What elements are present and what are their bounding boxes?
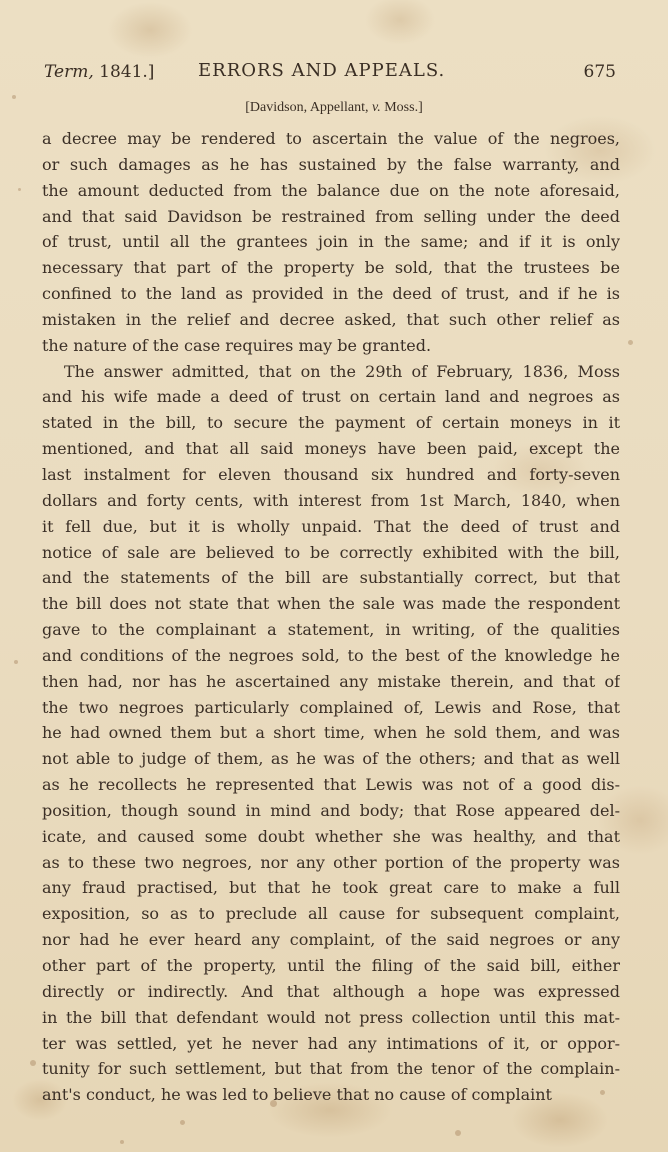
running-header bbox=[44, 60, 618, 86]
text-line: the two negroes particularly complained of, Lewis and Rose, that bbox=[42, 697, 620, 717]
text-line: ant's conduct, he was led to believe that no cause of complaint bbox=[42, 1085, 552, 1105]
text-line: exposition, so as to preclude all cause for subsequent complaint, bbox=[42, 904, 620, 924]
text-line: the bill does not state that when the sale was made the respondent bbox=[42, 594, 620, 614]
header-term-label: Term, bbox=[44, 62, 94, 82]
text-line: and that said Davidson be restrained from selling under the deed bbox=[42, 206, 620, 226]
text-line: any fraud practised, but that he took great care to make a full bbox=[42, 878, 620, 898]
text-line: stated in the bill, to secure the payment of certain moneys in it bbox=[42, 413, 620, 433]
text-line: as he recollects he represented that Lewis was not of a good dis- bbox=[42, 775, 620, 795]
foxing-spot bbox=[180, 1120, 185, 1125]
text-line: ter was settled, yet he never had any intimations of it, or oppor- bbox=[42, 1033, 620, 1053]
text-line: he had owned them but a short time, when he sold them, and was bbox=[42, 723, 620, 743]
foxing-spot bbox=[12, 95, 16, 99]
text-line: not able to judge of them, as he was of the others; and that as well bbox=[42, 749, 620, 769]
text-line: and his wife made a deed of trust on certain land and negroes as bbox=[42, 387, 620, 407]
caption-open: [Davidson, Appellant, bbox=[245, 100, 373, 115]
text-line: of trust, until all the grantees join in the same; and if it is only bbox=[42, 232, 620, 252]
text-line: mentioned, and that all said moneys have been paid, except the bbox=[42, 439, 620, 459]
text-line: directly or indirectly. And that although a hope was expressed bbox=[42, 981, 620, 1001]
paragraph bbox=[42, 359, 620, 1108]
text-line: tunity for such settlement, but that from the tenor of the complain- bbox=[42, 1059, 620, 1079]
text-line: a decree may be rendered to ascertain the value of the negroes, bbox=[42, 129, 620, 148]
text-line: The answer admitted, that on the 29th of February, 1836, Moss bbox=[64, 361, 620, 381]
text-line: it fell due, but it is wholly unpaid. That the deed of trust and bbox=[42, 516, 620, 536]
text-line: as to these two negroes, nor any other portion of the property was bbox=[42, 852, 620, 872]
caption-v: v. bbox=[372, 100, 381, 115]
body-text bbox=[42, 126, 620, 1108]
text-line: other part of the property, until the filing of the said bill, either bbox=[42, 956, 620, 975]
page-number: 675 bbox=[583, 62, 616, 82]
foxing-spot bbox=[18, 188, 21, 191]
header-title: ERRORS AND APPEALS. bbox=[198, 60, 446, 81]
case-caption bbox=[0, 100, 668, 116]
caption-close: Moss.] bbox=[380, 100, 423, 115]
text-line: and conditions of the negroes sold, to the best of the knowledge he bbox=[42, 645, 620, 665]
text-line: necessary that part of the property be sold, that the trustees be bbox=[42, 258, 620, 278]
text-line: the amount deducted from the balance due on the note aforesaid, bbox=[42, 180, 620, 200]
foxing-spot bbox=[120, 1140, 124, 1144]
text-line: notice of sale are believed to be correctly exhibited with the bill, bbox=[42, 542, 620, 562]
text-line: last instalment for eleven thousand six hundred and forty-seven bbox=[42, 464, 620, 484]
text-line: in the bill that defendant would not press collection until this mat- bbox=[42, 1007, 620, 1027]
foxing-spot bbox=[14, 660, 18, 664]
foxing-spot bbox=[455, 1130, 461, 1136]
foxing-spot bbox=[628, 340, 633, 345]
paragraph bbox=[42, 126, 620, 359]
text-line: the nature of the case requires may be granted. bbox=[42, 335, 432, 355]
header-term-year: 1841.] bbox=[99, 62, 155, 82]
text-line: position, though sound in mind and body; that Rose appeared del- bbox=[42, 800, 620, 820]
text-line: confined to the land as provided in the deed of trust, and if he is bbox=[42, 284, 620, 304]
text-line: icate, and caused some doubt whether she was healthy, and that bbox=[42, 826, 620, 846]
header-term bbox=[44, 62, 154, 82]
text-line: dollars and forty cents, with interest from 1st March, 1840, when bbox=[42, 490, 620, 510]
text-line: gave to the complainant a statement, in writing, of the qualities bbox=[42, 620, 620, 640]
text-line: and the statements of the bill are substantially correct, but that bbox=[42, 568, 620, 588]
text-line: or such damages as he has sustained by the false warranty, and bbox=[42, 154, 620, 174]
text-line: nor had he ever heard any complaint, of the said negroes or any bbox=[42, 930, 620, 950]
text-line: mistaken in the relief and decree asked, that such other relief as bbox=[42, 309, 620, 329]
foxing-spot bbox=[30, 1060, 36, 1066]
text-line: then had, nor has he ascertained any mistake therein, and that of bbox=[42, 671, 620, 691]
